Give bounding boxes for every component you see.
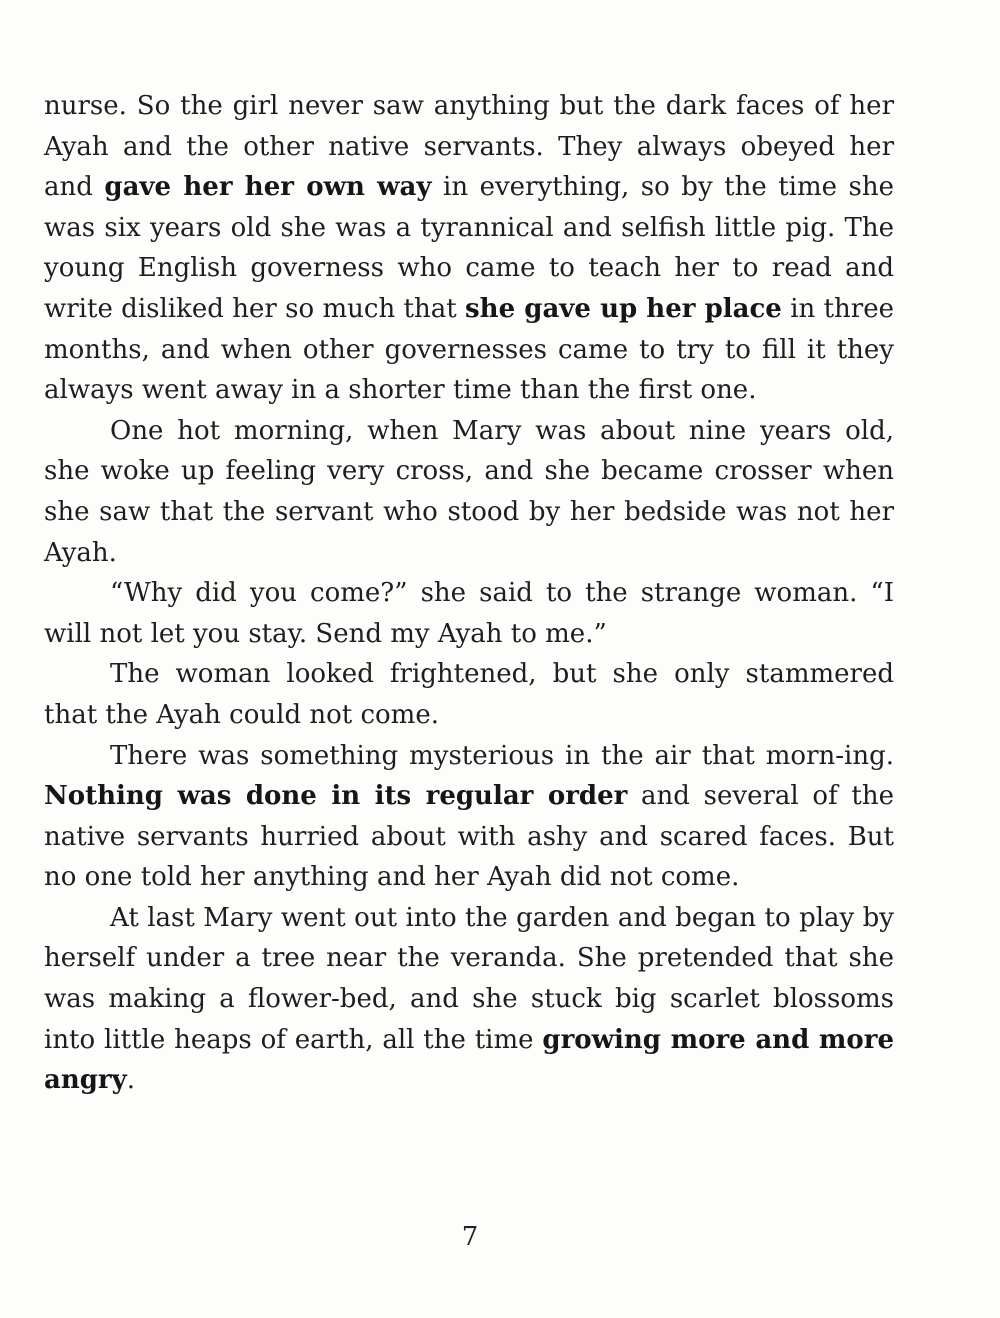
paragraph-1-bold-phrase-1: gave her her own way bbox=[104, 172, 432, 203]
paragraph-1-bold-phrase-2: she gave up her place bbox=[465, 293, 782, 324]
paragraph-1-text-1: nurse. So the girl never saw anything but the dark faces of her Ayah and the other native servants. They always obeyed her and bbox=[44, 91, 894, 203]
paragraph-6-bold-phrase: growing more and more angry bbox=[44, 1024, 894, 1096]
paragraph-5-text-2: and several of the native servants hurried about with ashy and scared faces. But no one told her anything and her Ayah did not come. bbox=[44, 781, 894, 893]
page-number: 7 bbox=[461, 1222, 479, 1252]
paragraph-5-bold-phrase: Nothing was done in its regular order bbox=[44, 781, 628, 812]
page-body bbox=[44, 86, 894, 1101]
paragraph-6-text-2: . bbox=[126, 1065, 136, 1096]
paragraph-2-text: One hot morning, when Mary was about nine years old, she woke up feeling very cross, and she became crosser when she saw that the servant who stood by her bedside was not her Ayah. bbox=[44, 415, 894, 568]
paragraph-1 bbox=[44, 86, 894, 411]
paragraph-5-text-1: There was something mysterious in the air that morn-ing. bbox=[110, 740, 894, 771]
paragraph-1-text-2: in everything, so by the time she was six years old she was a tyrannical and selfish little pig. The young English governess who came to teach her to read and write disliked her so much that bbox=[44, 172, 895, 324]
paragraph-1-text-3: in three months, and when other governesses came to try to fill it they always went away in a shorter time than the first one. bbox=[44, 293, 894, 406]
paragraph-3-text: “Why did you come?” she said to the strange woman. “I will not let you stay. Send my Ayah to me.” bbox=[44, 578, 894, 649]
paragraph-2 bbox=[44, 411, 894, 573]
paragraph-6 bbox=[44, 898, 894, 1101]
paragraph-4 bbox=[44, 654, 894, 735]
paragraph-6-text-1: At last Mary went out into the garden and began to play by herself under a tree near the veranda. She pretended that she was making a flower-bed, and she stuck big scarlet blossoms into little heaps of earth, all the time bbox=[44, 902, 894, 1055]
paragraph-5 bbox=[44, 736, 894, 898]
paragraph-4-text: The woman looked frightened, but she only stammered that the Ayah could not come. bbox=[44, 659, 894, 730]
paragraph-3 bbox=[44, 573, 894, 654]
